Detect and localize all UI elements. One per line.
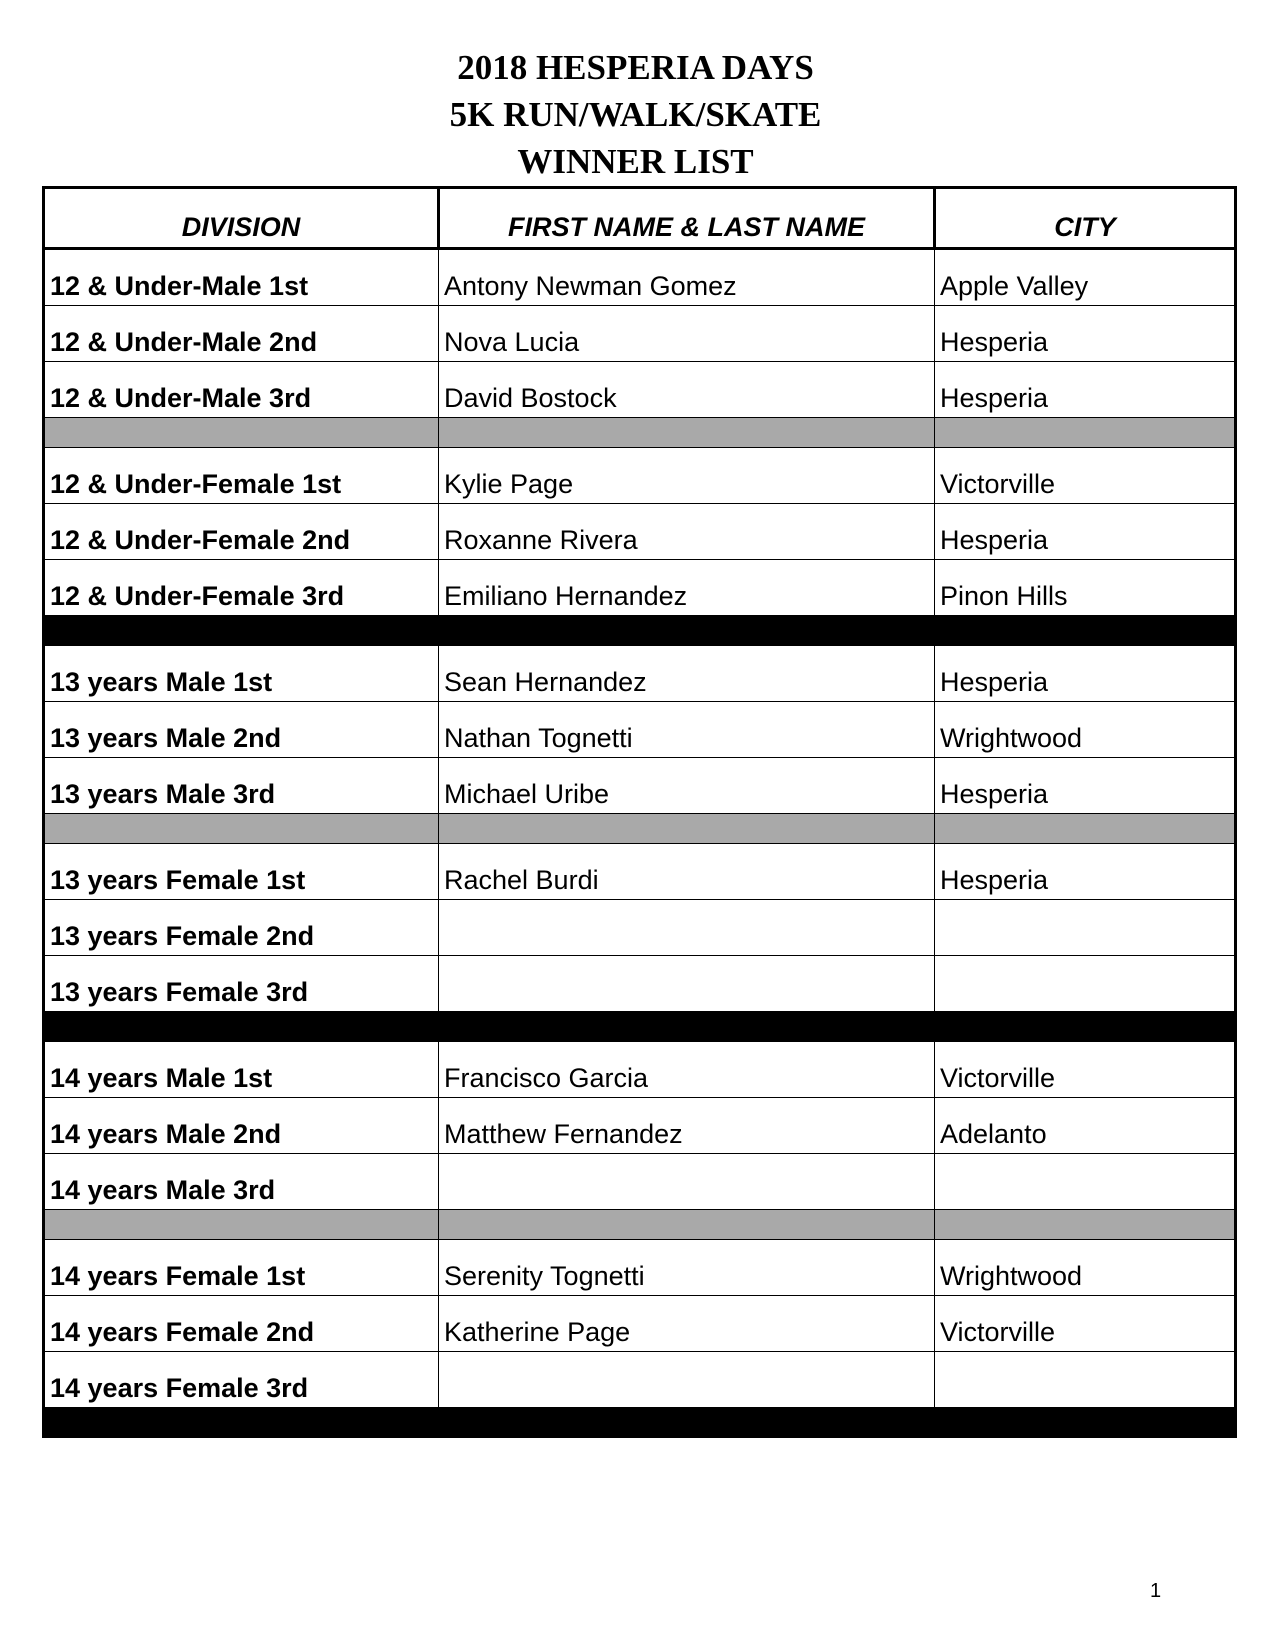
name-cell [439, 560, 935, 616]
table-row [44, 306, 1236, 362]
city-cell [935, 1154, 1236, 1210]
city-cell-text: Hesperia [940, 779, 1049, 809]
division-cell [44, 362, 439, 418]
division-cell-text: 12 & Under-Male 1st [50, 271, 309, 301]
division-cell [44, 956, 439, 1012]
city-cell [935, 1296, 1236, 1352]
separator-cell [439, 1408, 935, 1438]
division-cell [44, 1296, 439, 1352]
division-cell [44, 702, 439, 758]
table-row [44, 560, 1236, 616]
name-cell-text: Emiliano Hernandez [444, 581, 688, 611]
separator-cell [439, 616, 935, 646]
winner-table [42, 186, 1237, 1438]
division-cell [44, 1240, 439, 1296]
separator-cell [44, 418, 439, 448]
division-cell [44, 306, 439, 362]
division-cell-text: 14 years Female 3rd [50, 1373, 309, 1403]
division-cell [44, 1098, 439, 1154]
separator-cell [935, 814, 1236, 844]
division-cell-text: 14 years Male 3rd [50, 1175, 276, 1205]
name-cell [439, 758, 935, 814]
separator-cell [935, 418, 1236, 448]
name-cell [439, 956, 935, 1012]
separator-row [44, 814, 1236, 844]
city-cell-text: Victorville [940, 1317, 1056, 1347]
city-cell [935, 306, 1236, 362]
separator-cell [935, 1408, 1236, 1438]
table-row [44, 702, 1236, 758]
city-cell [935, 1098, 1236, 1154]
name-cell [439, 249, 935, 306]
name-cell-text: Nathan Tognetti [444, 723, 633, 753]
name-cell-text: Nova Lucia [444, 327, 580, 357]
city-cell-text: Wrightwood [940, 723, 1083, 753]
division-cell-text: 12 & Under-Female 1st [50, 469, 342, 499]
division-cell-text: 12 & Under-Female 2nd [50, 525, 351, 555]
division-cell [44, 758, 439, 814]
name-cell [439, 306, 935, 362]
division-cell [44, 249, 439, 306]
division-cell-text: 13 years Female 3rd [50, 977, 309, 1007]
separator-cell [44, 1408, 439, 1438]
separator-row [44, 1408, 1236, 1438]
name-cell-text: Roxanne Rivera [444, 525, 638, 555]
division-cell-text: 13 years Male 1st [50, 667, 273, 697]
separator-cell [44, 814, 439, 844]
city-cell [935, 844, 1236, 900]
name-cell-text: Katherine Page [444, 1317, 631, 1347]
title-line-1: 2018 HESPERIA DAYS [457, 48, 814, 87]
name-cell-text: Serenity Tognetti [444, 1261, 645, 1291]
name-cell [439, 900, 935, 956]
division-cell [44, 1352, 439, 1408]
table-row [44, 362, 1236, 418]
city-cell-text: Hesperia [940, 865, 1049, 895]
city-cell [935, 448, 1236, 504]
division-cell-text: 14 years Male 2nd [50, 1119, 282, 1149]
table-row [44, 646, 1236, 702]
separator-cell [44, 1210, 439, 1240]
winner-table-header [44, 188, 1236, 249]
table-row [44, 504, 1236, 560]
city-cell [935, 504, 1236, 560]
division-cell [44, 646, 439, 702]
city-cell [935, 362, 1236, 418]
separator-cell [439, 1012, 935, 1042]
header-city: CITY [935, 188, 1236, 249]
city-cell [935, 702, 1236, 758]
city-cell-text: Hesperia [940, 383, 1049, 413]
division-cell [44, 448, 439, 504]
name-cell [439, 1296, 935, 1352]
table-row [44, 1240, 1236, 1296]
name-cell-text: Sean Hernandez [444, 667, 647, 697]
division-cell-text: 12 & Under-Male 2nd [50, 327, 318, 357]
city-cell-text: Apple Valley [940, 271, 1089, 301]
division-cell-text: 13 years Female 1st [50, 865, 306, 895]
name-cell-text: David Bostock [444, 383, 617, 413]
separator-cell [439, 418, 935, 448]
city-cell [935, 646, 1236, 702]
city-cell [935, 956, 1236, 1012]
name-cell [439, 702, 935, 758]
name-cell [439, 504, 935, 560]
city-cell-text: Hesperia [940, 327, 1049, 357]
separator-row [44, 616, 1236, 646]
document-title [0, 44, 1275, 185]
division-cell [44, 844, 439, 900]
title-line-2: 5K RUN/WALK/SKATE [449, 95, 822, 134]
division-cell-text: 12 & Under-Male 3rd [50, 383, 312, 413]
table-row [44, 448, 1236, 504]
name-cell-text: Matthew Fernandez [444, 1119, 683, 1149]
division-cell [44, 560, 439, 616]
name-cell [439, 362, 935, 418]
name-cell-text: Francisco Garcia [444, 1063, 649, 1093]
division-cell-text: 13 years Male 2nd [50, 723, 282, 753]
separator-cell [44, 616, 439, 646]
division-cell-text: 14 years Female 2nd [50, 1317, 315, 1347]
separator-cell [935, 616, 1236, 646]
name-cell-text: Antony Newman Gomez [444, 271, 737, 301]
name-cell [439, 1098, 935, 1154]
table-row [44, 249, 1236, 306]
header-division: DIVISION [44, 188, 439, 249]
division-cell-text: 13 years Male 3rd [50, 779, 276, 809]
table-row [44, 1042, 1236, 1098]
division-cell-text: 14 years Female 1st [50, 1261, 306, 1291]
name-cell [439, 1352, 935, 1408]
city-cell-text: Adelanto [940, 1119, 1047, 1149]
page-number: 1 [1150, 1580, 1162, 1602]
separator-row [44, 1210, 1236, 1240]
division-cell-text: 14 years Male 1st [50, 1063, 273, 1093]
city-cell-text: Pinon Hills [940, 581, 1068, 611]
table-row [44, 1098, 1236, 1154]
separator-row [44, 418, 1236, 448]
winner-table-body [44, 249, 1236, 1438]
separator-cell [439, 1210, 935, 1240]
header-row [44, 188, 1236, 249]
table-row [44, 844, 1236, 900]
separator-cell [44, 1012, 439, 1042]
division-cell [44, 1042, 439, 1098]
name-cell [439, 646, 935, 702]
name-cell [439, 844, 935, 900]
city-cell [935, 900, 1236, 956]
city-cell-text: Victorville [940, 1063, 1056, 1093]
table-row [44, 956, 1236, 1012]
table-row [44, 758, 1236, 814]
city-cell [935, 560, 1236, 616]
name-cell-text: Rachel Burdi [444, 865, 599, 895]
table-row [44, 1154, 1236, 1210]
separator-cell [935, 1012, 1236, 1042]
city-cell [935, 249, 1236, 306]
name-cell [439, 1042, 935, 1098]
name-cell [439, 1240, 935, 1296]
division-cell [44, 1154, 439, 1210]
city-cell [935, 1240, 1236, 1296]
division-cell-text: 13 years Female 2nd [50, 921, 315, 951]
separator-row [44, 1012, 1236, 1042]
city-cell-text: Wrightwood [940, 1261, 1083, 1291]
city-cell [935, 1352, 1236, 1408]
city-cell-text: Hesperia [940, 525, 1049, 555]
table-row [44, 900, 1236, 956]
separator-cell [935, 1210, 1236, 1240]
name-cell [439, 448, 935, 504]
separator-cell [439, 814, 935, 844]
title-line-3: WINNER LIST [517, 142, 754, 181]
city-cell [935, 1042, 1236, 1098]
header-name: FIRST NAME & LAST NAME [439, 188, 935, 249]
table-row [44, 1352, 1236, 1408]
division-cell [44, 504, 439, 560]
city-cell [935, 758, 1236, 814]
name-cell-text: Michael Uribe [444, 779, 610, 809]
division-cell [44, 900, 439, 956]
name-cell-text: Kylie Page [444, 469, 574, 499]
name-cell [439, 1154, 935, 1210]
city-cell-text: Victorville [940, 469, 1056, 499]
table-row [44, 1296, 1236, 1352]
city-cell-text: Hesperia [940, 667, 1049, 697]
division-cell-text: 12 & Under-Female 3rd [50, 581, 345, 611]
